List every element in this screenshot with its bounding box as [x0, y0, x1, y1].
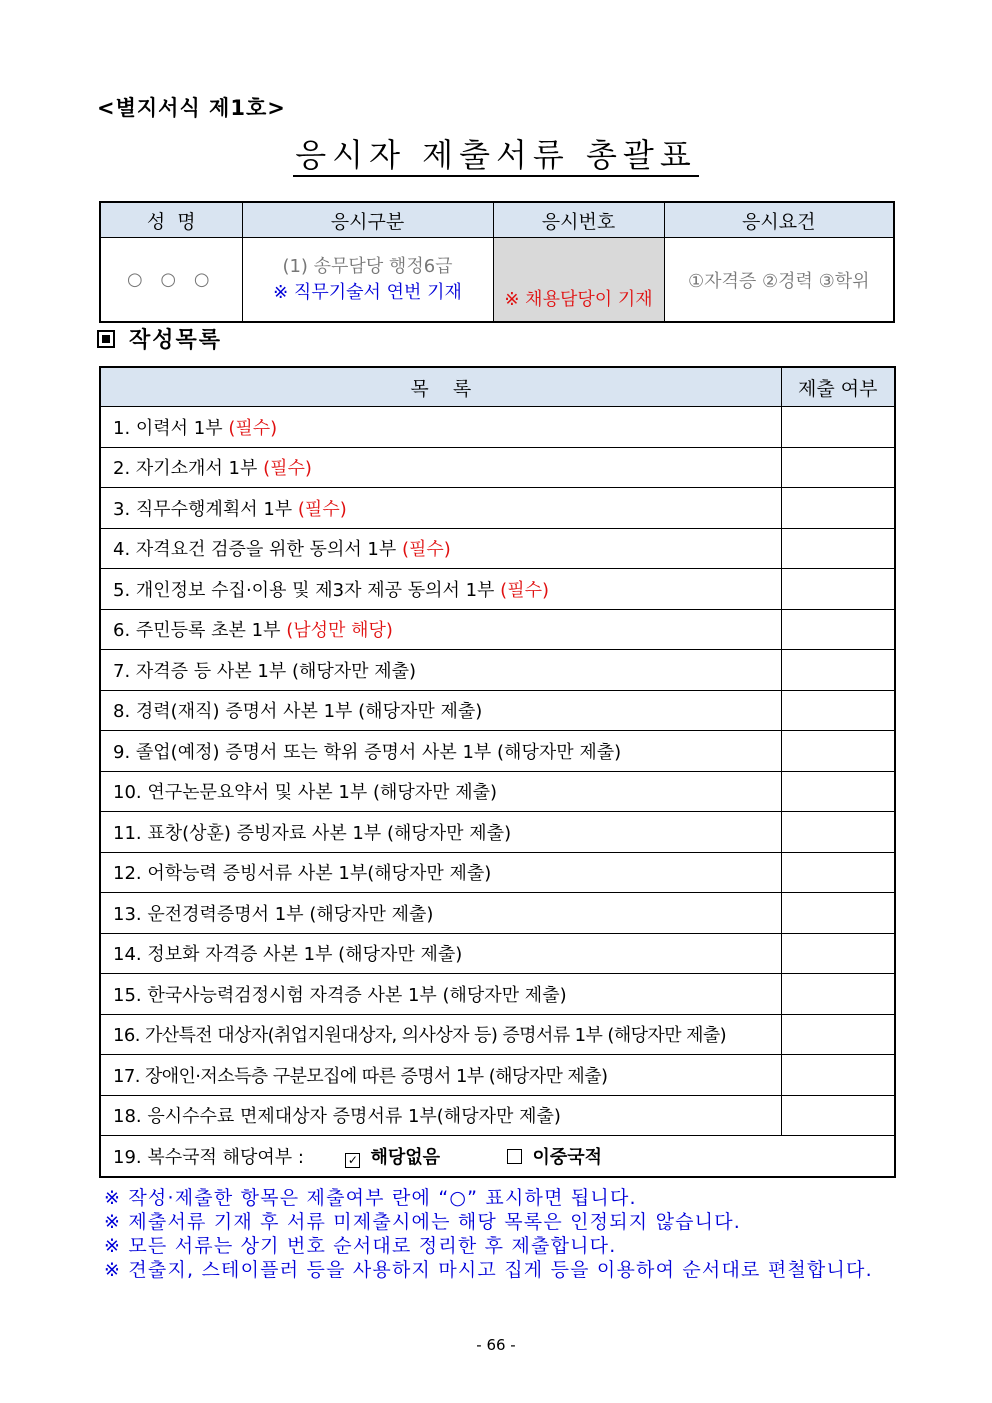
list-item [100, 690, 781, 731]
submitted-cell[interactable] [781, 650, 895, 691]
list-header-row [100, 367, 895, 407]
table-row [100, 812, 895, 853]
name-value[interactable]: ○ ○ ○ [100, 238, 242, 323]
info-value-row [100, 238, 894, 323]
section-heading-text: 작성목록 [129, 328, 223, 353]
table-row [100, 731, 895, 772]
submitted-cell[interactable] [781, 528, 895, 569]
header-submitted: 제출 여부 [781, 367, 895, 407]
header-requirement: 응시요건 [664, 202, 894, 238]
submitted-cell[interactable] [781, 1095, 895, 1136]
submitted-cell[interactable] [781, 609, 895, 650]
list-item-text: 14. 정보화 자격증 사본 1부 (해당자만 제출) [113, 944, 463, 966]
list-item-text: 6. 주민등록 초본 1부 [113, 620, 287, 642]
list-item-note: (필수) [500, 579, 549, 601]
list-item [100, 528, 781, 569]
list-item [100, 933, 781, 974]
note-2: ※ 제출서류 기재 후 서류 미제출시에는 해당 목록은 인정되지 않습니다. [104, 1211, 742, 1233]
header-exam-number: 응시번호 [493, 202, 664, 238]
table-row-dual-nationality [100, 1136, 895, 1177]
list-item-text: 12. 어학능력 증빙서류 사본 1부(해당자만 제출) [113, 863, 492, 885]
list-item-text: 4. 자격요건 검증을 위한 동의서 1부 [113, 539, 402, 561]
category-line2: ※ 직무기술서 연번 기재 [273, 281, 462, 303]
submitted-cell[interactable] [781, 407, 895, 448]
list-item [100, 1055, 781, 1096]
list-item [100, 1014, 781, 1055]
list-item-note: (필수) [297, 498, 347, 520]
submitted-cell[interactable] [781, 812, 895, 853]
submitted-cell[interactable] [781, 1055, 895, 1096]
table-row [100, 690, 895, 731]
list-item [100, 974, 781, 1015]
submitted-cell[interactable] [781, 731, 895, 772]
submitted-cell[interactable] [781, 447, 895, 488]
category-value[interactable] [242, 238, 493, 323]
list-item [100, 569, 781, 610]
table-row [100, 407, 895, 448]
table-row [100, 974, 895, 1015]
list-item [100, 812, 781, 853]
table-row [100, 609, 895, 650]
submitted-cell[interactable] [781, 771, 895, 812]
table-row [100, 893, 895, 934]
list-item-text: 9. 졸업(예정) 증명서 또는 학위 증명서 사본 1부 (해당자만 제출) [113, 741, 622, 763]
list-item-text: 1. 이력서 1부 [113, 417, 229, 439]
list-item-text: 11. 표창(상훈) 증빙자료 사본 1부 (해당자만 제출) [113, 822, 512, 844]
category-line1: (1) 송무담당 행정6급 [282, 255, 453, 277]
checkbox-empty-icon[interactable] [507, 1149, 522, 1164]
submitted-cell[interactable] [781, 974, 895, 1015]
table-row [100, 488, 895, 529]
document-list-table [99, 366, 896, 1178]
list-body [100, 407, 895, 1136]
list-item [100, 731, 781, 772]
list-item [100, 852, 781, 893]
list-item-note: (필수) [228, 417, 278, 439]
table-row [100, 528, 895, 569]
checkbox-checked-icon[interactable]: ✓ [345, 1153, 360, 1168]
note-4: ※ 견출지, 스테이플러 등을 사용하지 마시고 집게 등을 이용하여 순서대로 편철합니다. [104, 1259, 873, 1281]
submitted-cell[interactable] [781, 569, 895, 610]
list-item [100, 488, 781, 529]
info-header-row [100, 202, 894, 238]
table-row [100, 933, 895, 974]
list-item-text: 10. 연구논문요약서 및 사본 1부 (해당자만 제출) [113, 782, 498, 804]
list-item [100, 893, 781, 934]
list-item-text: 18. 응시수수료 면제대상자 증명서류 1부(해당자만 제출) [113, 1106, 561, 1128]
list-item [100, 609, 781, 650]
table-row [100, 1055, 895, 1096]
document-title-wrap [0, 130, 992, 176]
submitted-cell[interactable] [781, 893, 895, 934]
list-item [100, 1095, 781, 1136]
list-item-text: 16. 가산특전 대상자(취업지원대상자, 의사상자 등) 증명서류 1부 (해당자만 제출) [113, 1025, 727, 1047]
list-item-note: (필수) [402, 539, 451, 561]
list-item-note: (남성만 해당) [286, 620, 393, 642]
submitted-cell[interactable] [781, 488, 895, 529]
list-item-text: 8. 경력(재직) 증명서 사본 1부 (해당자만 제출) [113, 701, 483, 723]
header-list: 목 록 [100, 367, 781, 407]
table-row [100, 1095, 895, 1136]
list-item-text: 13. 운전경력증명서 1부 (해당자만 제출) [113, 903, 434, 925]
submitted-cell[interactable] [781, 933, 895, 974]
list-item [100, 771, 781, 812]
list-item-text: 2. 자기소개서 1부 [113, 458, 264, 480]
list-item-text: 15. 한국사능력검정시험 자격증 사본 1부 (해당자만 제출) [113, 984, 567, 1006]
list-item [100, 407, 781, 448]
submitted-cell[interactable] [781, 690, 895, 731]
dual-nationality-label: 19. 복수국적 해당여부 : [113, 1146, 304, 1168]
notes [104, 1186, 873, 1282]
submitted-cell[interactable] [781, 1014, 895, 1055]
list-item [100, 447, 781, 488]
note-3: ※ 모든 서류는 상기 번호 순서대로 정리한 후 제출합니다. [104, 1235, 617, 1257]
document-title: 응시자 제출서류 총괄표 [293, 136, 698, 177]
table-row [100, 852, 895, 893]
section-heading [97, 323, 222, 354]
header-category: 응시구분 [242, 202, 493, 238]
list-item-text: 3. 직무수행계획서 1부 [113, 498, 298, 520]
requirement-value[interactable]: ①자격증 ②경력 ③학위 [664, 238, 894, 323]
submitted-cell[interactable] [781, 852, 895, 893]
list-item [100, 650, 781, 691]
table-row [100, 650, 895, 691]
table-row [100, 771, 895, 812]
option-dual-nationality: 이중국적 [532, 1146, 603, 1168]
exam-number-value: ※ 채용담당이 기재 [493, 238, 664, 323]
list-item-text: 7. 자격증 등 사본 1부 (해당자만 제출) [113, 660, 417, 682]
form-number: <별지서식 제1호> [97, 96, 286, 120]
header-name: 성 명 [100, 202, 242, 238]
dual-nationality-cell [100, 1136, 895, 1177]
list-item-text: 17. 장애인·저소득층 구분모집에 따른 증명서 1부 (해당자만 제출) [113, 1065, 608, 1087]
filled-square-icon [97, 330, 115, 348]
option-not-applicable: 해당없음 [370, 1146, 440, 1168]
table-row [100, 447, 895, 488]
list-item-note: (필수) [263, 458, 312, 480]
table-row [100, 1014, 895, 1055]
applicant-info-table [99, 201, 895, 323]
page-number: - 66 - [476, 1336, 516, 1354]
list-item-text: 5. 개인정보 수집·이용 및 제3자 제공 동의서 1부 [113, 579, 501, 601]
note-1: ※ 작성·제출한 항목은 제출여부 란에 “○” 표시하면 됩니다. [104, 1187, 637, 1209]
table-row [100, 569, 895, 610]
